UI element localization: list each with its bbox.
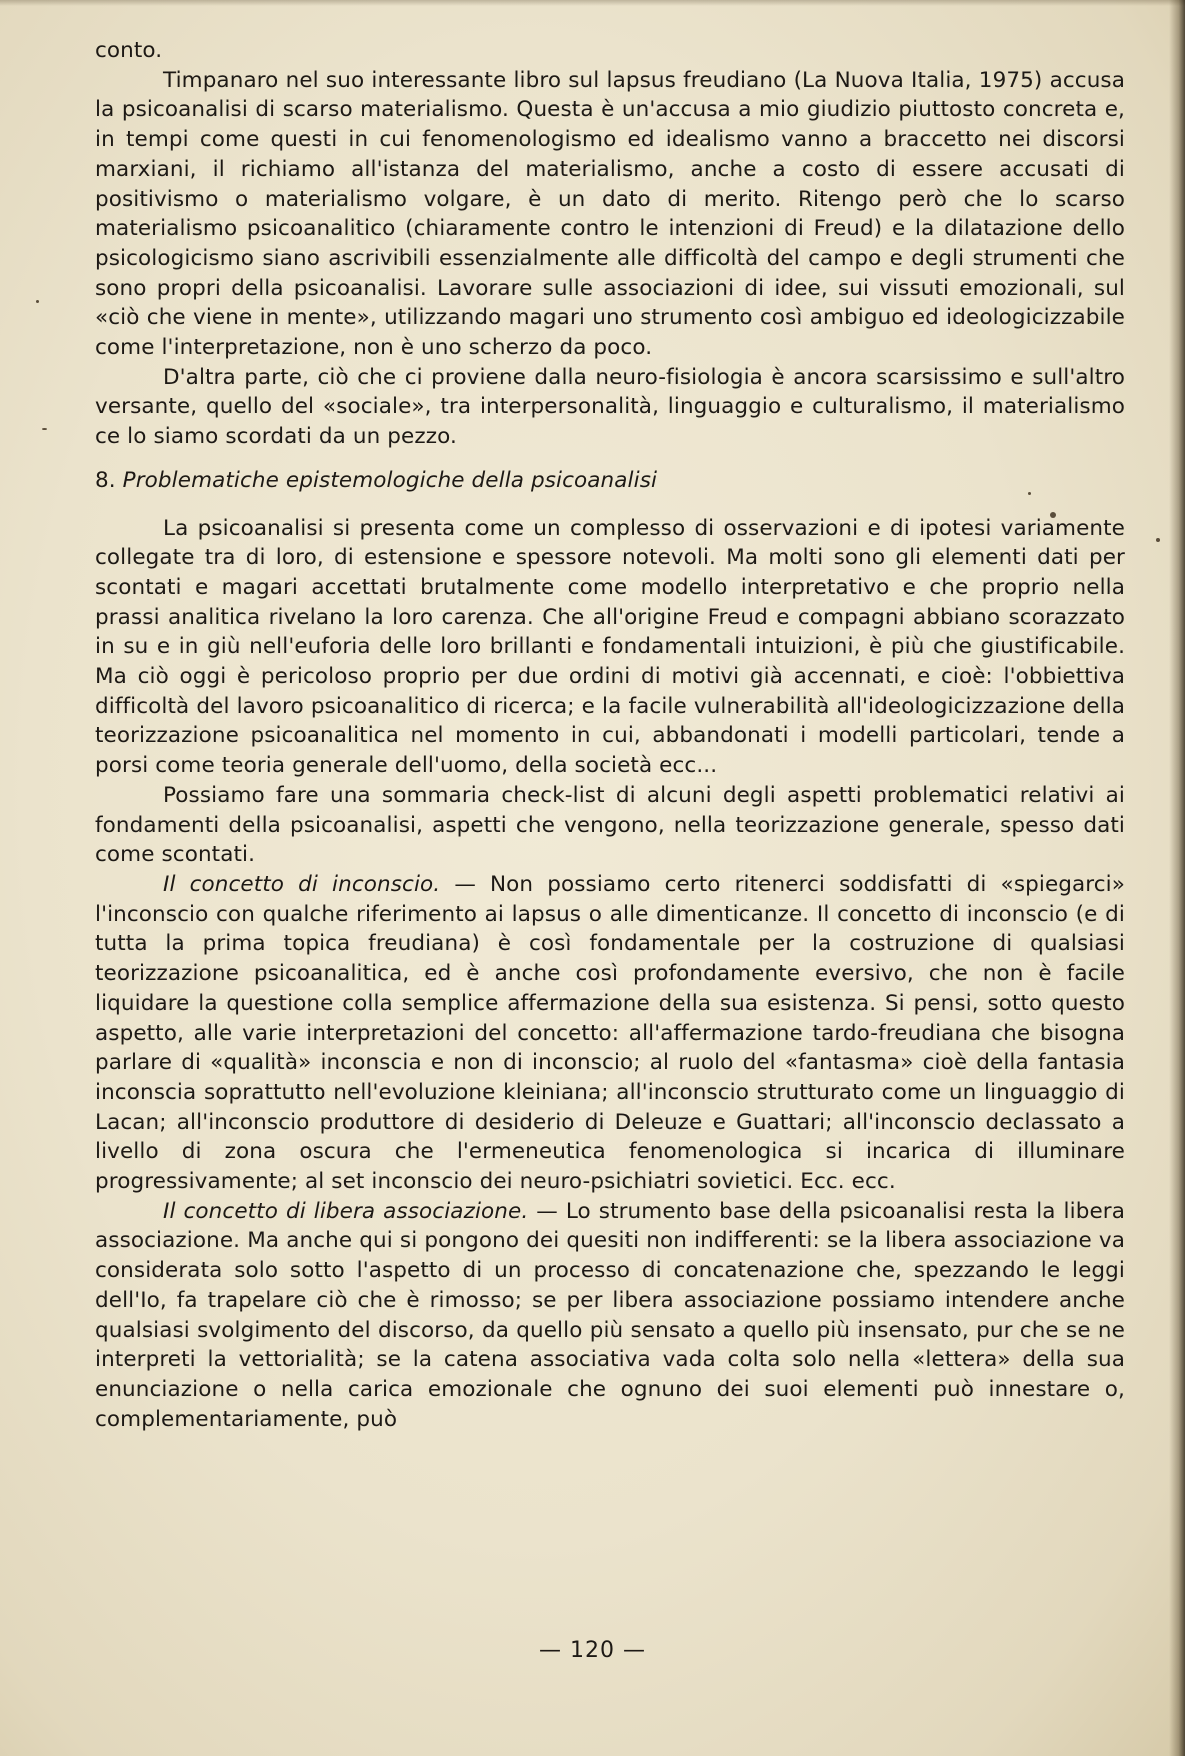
paragraph-continuation: conto.: [95, 38, 163, 63]
section-number: 8.: [95, 467, 116, 493]
paragraph: [95, 1197, 1125, 1435]
page-number: — 120 —: [539, 1638, 646, 1663]
paragraph: D'altra parte, ciò che ci proviene dalla neuro-fisiologia è ancora scarsissimo e sull'altro versante, quello del «sociale», tra interpersonalità, linguaggio e culturalismo, il materialismo ce lo siamo scordati da un pezzo.: [95, 364, 1125, 450]
paragraph: La psicoanalisi si presenta come un complesso di osservazioni e di ipotesi variamente collegate tra di loro, di estensione e spessore notevoli. Ma molti sono gli elementi dati per scontati e magari accettati brutalmente come modello interpretativo e che proprio nella prassi analitica rivelano la loro carenza. Che all'origine Freud e compagni abbiano scorazzato in su e in giù nell'euforia delle loro brillanti e fondamentali intuizioni, è più che giustificabile. Ma ciò oggi è pericoloso proprio per due ordini di motivi già accennati, e cioè: l'obbiettiva difficoltà del lavoro psicoanalitico di ricerca; e la facile vulnerabilità all'ideologicizzazione della teorizzazione psicoanalitica nel momento in cui, abbandonati i modelli particolari, tende a porsi come teoria generale dell'uomo, della società ecc...: [95, 515, 1125, 779]
page-top-shadow: [0, 0, 1185, 6]
body-text: [95, 36, 1125, 1434]
paragraph: Timpanaro nel suo interessante libro sul lapsus freudiano (La Nuova Italia, 1975) accusa la psicoanalisi di scarso materialismo. Questa è un'accusa a mio giudizio piuttosto concreta e, in tempi come questi in cui fenomenologismo ed idealismo vanno a braccetto nei discorsi marxiani, il richiamo all'istanza del materialismo, anche a costo di essere accusati di positivismo o materialismo volgare, è un dato di merito. Ritengo però che lo scarso materialismo psicoanalitico (chiaramente contro le intenzioni di Freud) e la dilatazione dello psicologicismo siano ascrivibili essenzialmente alle difficoltà del campo e degli strumenti che sono propri della psicoanalisi. Lavorare sulle associazioni di idee, sui vissuti emozionali, sul «ciò che viene in mente», utilizzando magari uno strumento così ambiguo ed ideologicizzabile come l'interpretazione, non è uno scherzo da poco.: [95, 67, 1125, 361]
paper-speck: [42, 428, 47, 430]
paragraph-text: — Lo strumento base della psicoanalisi resta la libera associazione. Ma anche qui si pongono dei quesiti non indifferenti: se la libera associazione va considerata solo sotto l'aspetto di un processo di concatenazione che, spezzando le leggi dell'Io, fa trapelare ciò che è rimosso; se per libera associazione possiamo intendere anche qualsiasi svolgimento del discorso, da quello più sensato a quello più insensato, pur che se ne interpreti la vettorialità; se la catena associativa vada colta solo nella «lettera» della sua enunciazione o nella carica emozionale che ognuno dei suoi elementi può innestare o, complementariamente, può: [95, 1198, 1125, 1432]
paper-speck: [1156, 538, 1160, 542]
paragraph-lead-heading: Il concetto di libera associazione.: [163, 1198, 529, 1224]
paragraph: [95, 870, 1125, 1197]
paper-speck: [36, 300, 39, 303]
section-heading: [95, 466, 1125, 496]
paragraph-lead-heading: Il concetto di inconscio.: [163, 871, 441, 897]
paragraph: Possiamo fare una sommaria check-list di alcuni degli aspetti problematici relativi ai fondamenti della psicoanalisi, aspetti che vengono, nella teorizzazione generale, spesso dati come scontati.: [95, 782, 1125, 868]
section-title: Problematiche epistemologiche della psicoanalisi: [122, 467, 658, 493]
paragraph-text: — Non possiamo certo ritenerci soddisfatti di «spiegarci» l'inconscio con qualche riferimento ai lapsus o alle dimenticanze. Il concetto di inconscio (e di tutta la prima topica freudiana) è così fondamentale per la costruzione di qualsiasi teorizzazione psicoanalitica, ed è anche così profondamente eversivo, che non è facile liquidare la questione colla semplice affermazione della sua esistenza. Si pensi, sotto questo aspetto, alle varie interpretazioni del concetto: all'affermazione tardo-freudiana che bisogna parlare di «qualità» inconscia e non di inconscio; al ruolo del «fantasma» cioè della fantasia inconscia soprattutto nell'evoluzione kleiniana; all'inconscio strutturato come un linguaggio di Lacan; all'inconscio produttore di desiderio di Deleuze e Guattari; all'inconscio declassato a livello di zona oscura che l'ermeneutica fenomenologica si incarica di illuminare progressivamente; al set inconscio dei neuro-psichiatri sovietici. Ecc. ecc.: [95, 871, 1126, 1195]
page-binding-shadow: [1169, 0, 1185, 1756]
